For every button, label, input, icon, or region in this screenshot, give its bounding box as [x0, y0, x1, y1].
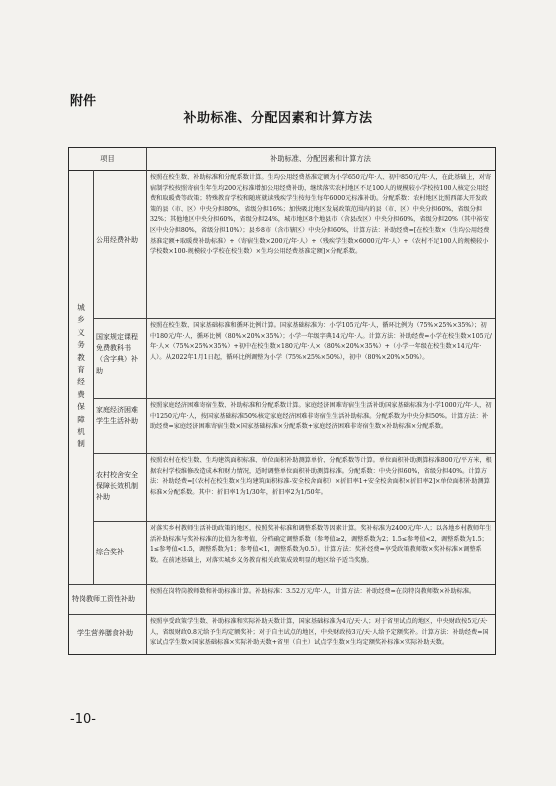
attachment-label: 附件: [70, 94, 97, 109]
row-label-nutrition: 学生营养膳食补助: [77, 629, 133, 637]
document-title: 补助标准、分配因素和计算方法: [183, 111, 373, 126]
row-label-special-teachers: 特岗教师工资性补助: [72, 595, 135, 603]
page-number: -10-: [70, 712, 96, 727]
row-text-textbooks: 按照在校生数、国家基础标准和循环比例计算。国家基础标准为：小学105元/年·人，循环比例为（75%×25%×35%）；初中180元/年·人，循环比例（80%×20%×35%）；小学一年级字典14元/年·人。计算方法：补助经费=小学在校生数×105元/年·人×（75%×25%×35%）+初中在校生数×180元/年·人×（80%×20%×35%）+（小学一年级在校生数×14元/年·人）。从2022年1月1日起，循环比例调整为小学（75%×25%×50%），初中（80%×20%×50%）。: [150, 322, 492, 361]
header-method: 补助标准、分配因素和计算方法: [270, 154, 371, 163]
row-text-living-subsidy: 按照家庭经济困难寄宿生数、补助标准和分配系数计算。家庭经济困难寄宿生生活补助国家基础标准为小学1000元/年·人，初中1250元/年·人，按国家基础标准50%核定家庭经济困难非寄宿生生活补助标准。分配系数为中央分担50%。计算方法：补助经费=家庭经济困难寄宿生数×国家基础标准×分配系数+家庭经济困难非寄宿生数×补助标准×分配系数。: [150, 402, 492, 431]
row-text-special-teachers: 按照在岗特岗教师数和补助标准计算。补助标准：3.52万元/年·人，计算方法：补助经费=在岗特岗教师数×补助标准。: [150, 588, 476, 595]
allocation-table: [68, 147, 496, 655]
row-label-comprehensive-award: 综合奖补: [96, 548, 124, 556]
row-text-school-safety: 按照农村在校生数、生均建筑面积标准、单位面积补助测算单价、分配系数等计算。单位面积补助测算标准800元/平方米，根据农村学校维修改造成本和财力情况，适时调整单位面积补助测算标准。分配系数：中央分担60%，省级分担40%。计算方法：补助经费=[（农村在校生数×生均建筑面积标准-安全校舍面积）×折旧率1+安全校舍面积×折旧率2]×单位面积补助测算标准×分配系数。其中：折旧率1为1/30年，折旧率2为1/50年。: [150, 457, 492, 496]
row-label-public-funds: 公用经费补助: [96, 236, 138, 244]
header-item: 项目: [100, 154, 115, 163]
row-label-school-safety: 农村校舍安全保障长效机制补助: [96, 471, 138, 502]
row-text-comprehensive-award: 对落实乡村教师生活补助政策的地区，按照奖补标准和调整系数等因素计算。奖补标准为2400元/年·人；以各地乡村教师年生活补助标准与奖补标准的比值为参考值，分档确定调整系数（参考值≥2，调整系数为2；1.5≤参考值<2，调整系数为1.5；1≤参考值<1.5，调整系数为1；参考值<1，调整系数为0.5）。计算方法：奖补经费=享受政策教师数×奖补标准×调整系数。在前述基础上，对落实城乡义务教育相关政策成效明显的地区给予适当奖励。: [150, 525, 492, 564]
row-text-nutrition: 按照享受政策学生数、补助标准和实际补助天数计算，国家基础标准为4元/天·人；对于省里试点的地区，中央财政按5元/天·人，省级财政0.8元给予生均定额奖补；对于自主试点的地区，中央财政按3元/天·人给予定额奖补。计算方法：补助经费=国家试点学生数×国家基础标准×实际补助天数+省里（自主）试点学生数×生均定额奖补标准×实际补助天数。: [150, 618, 489, 647]
group-label: 城乡义务教育经费保障机制: [77, 303, 85, 449]
row-label-living-subsidy: 家庭经济困难学生生活补助: [96, 406, 138, 426]
row-label-textbooks: 国家规定课程免费教科书（含字典）补助: [96, 333, 138, 375]
row-text-public-funds: 按照在校生数、补助标准和分配系数计算。生均公用经费基准定额为小学650元/年·人、初中850元/年·人，在此基础上，对寄宿制学校按照寄宿生年生均200元标准增加公用经费补助，继续落实农村地区不足100人的规模较小学校按100人核定公用经费和取暖费等政策；特殊教育学校和随班就读残疾学生按每生每年6000元标准补助。分配系数：农村地区比照西部大开发政策的县（市、区）中央分担80%，省级分担16%；加快吸北地区发展政策范围内的县（市、区）中央分担60%，省级分担32%；其他地区中央分担60%，省级分担24%，城市地区8个地县市（含县改区）中央分担60%，省级分担20%（其中裕安区中央分担80%，省级分担10%）；县乡8市（含市辖区）中央分担60%，计算方法：补助经费=[在校生数×（生均公用经费基准定额+取暖费补助标准）+（寄宿生数×200元/年·人）+（残疾学生数×6000元/年·人）+（农村不足100人的规模较小学校数×100-规模较小学校在校生数）×生均公用经费基准定额]×分配系数。: [150, 174, 492, 256]
